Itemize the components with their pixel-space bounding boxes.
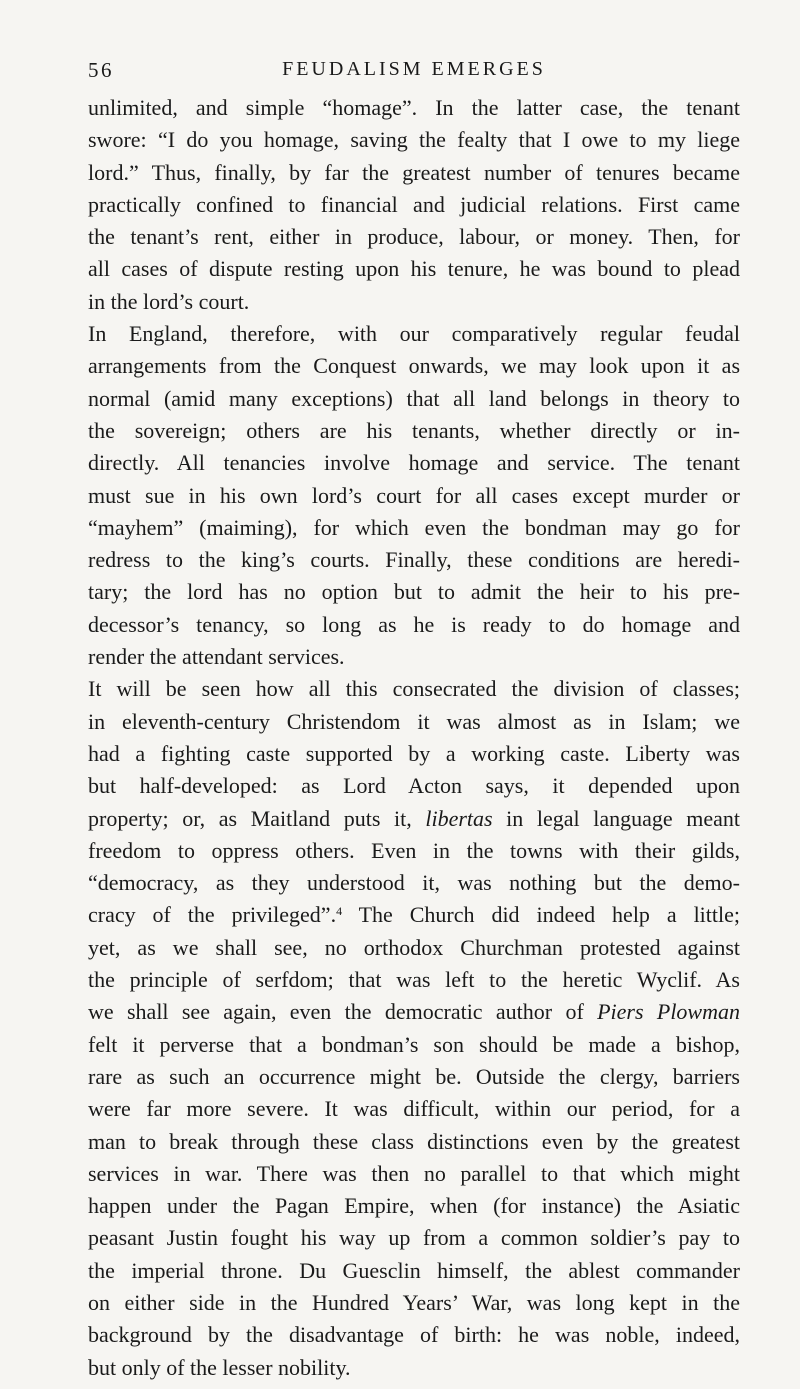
text-line: In England, therefore, with our comparatively regular feudal xyxy=(88,321,740,347)
text-segment: in legal language meant xyxy=(492,805,740,831)
text-line xyxy=(88,996,740,1028)
paragraph-1 xyxy=(88,92,740,318)
text-line: lord.” Thus, finally, by far the greatest number of tenures became xyxy=(88,159,740,185)
text-segment: we shall see again, even the democratic author of xyxy=(88,999,598,1025)
text-line: in the lord’s court. xyxy=(88,288,250,314)
text-line: background by the disadvantage of birth: he was noble, indeed, xyxy=(88,1322,740,1348)
text-line: the sovereign; others are his tenants, whether directly or in- xyxy=(88,417,740,443)
text-line: were far more severe. It was difficult, within our period, for a xyxy=(88,1096,740,1122)
page-number: 56 xyxy=(88,58,114,82)
text-line: all cases of dispute resting upon his tenure, he was bound to plead xyxy=(88,256,740,282)
running-title: FEUDALISM EMERGES xyxy=(282,58,546,80)
text-line: felt it perverse that a bondman’s son should be made a bishop, xyxy=(88,1031,740,1057)
text-line: but half-developed: as Lord Acton says, it depended upon xyxy=(88,773,740,799)
italic-term: libertas xyxy=(425,805,493,831)
text-line: the imperial throne. Du Guesclin himself, the ablest commander xyxy=(88,1257,740,1283)
italic-title: Piers Plowman xyxy=(597,999,740,1025)
text-segment: The Church did indeed help a little; xyxy=(342,902,740,928)
text-line: yet, as we shall see, no orthodox Churchman protested against xyxy=(88,934,740,960)
text-line: the principle of serfdom; that was left to the heretic Wyclif. As xyxy=(88,967,740,993)
text-line: the tenant’s rent, either in produce, labour, or money. Then, for xyxy=(88,224,740,250)
body-text xyxy=(88,92,740,1384)
paragraph-2 xyxy=(88,318,740,673)
text-line xyxy=(88,899,740,931)
text-line: but only of the lesser nobility. xyxy=(88,1354,351,1380)
text-line: unlimited, and simple “homage”. In the latter case, the tenant xyxy=(88,95,740,120)
text-line: swore: “I do you homage, saving the fealty that I owe to my liege xyxy=(88,127,740,153)
text-line: decessor’s tenancy, so long as he is ready to do homage and xyxy=(88,611,740,637)
text-line: render the attendant services. xyxy=(88,644,345,670)
text-line: must sue in his own lord’s court for all cases except murder or xyxy=(88,482,740,508)
text-line: on either side in the Hundred Years’ War, was long kept in the xyxy=(88,1289,740,1315)
text-line: in eleventh-century Christendom it was almost as in Islam; we xyxy=(88,708,740,734)
footnote-marker: 4 xyxy=(336,904,343,919)
text-line: tary; the lord has no option but to admit the heir to his pre- xyxy=(88,579,740,605)
text-line: “mayhem” (maiming), for which even the bondman may go for xyxy=(88,514,740,540)
text-line: It will be seen how all this consecrated the division of classes; xyxy=(88,676,740,702)
text-line: peasant Justin fought his way up from a common soldier’s pay to xyxy=(88,1225,740,1251)
text-line: normal (amid many exceptions) that all land belongs in theory to xyxy=(88,385,740,411)
text-segment: property; or, as Maitland puts it, xyxy=(88,805,426,831)
text-line: man to break through these class distinctions even by the greatest xyxy=(88,1128,740,1154)
running-head xyxy=(88,58,740,86)
text-line: happen under the Pagan Empire, when (for instance) the Asiatic xyxy=(88,1193,740,1219)
text-line xyxy=(88,803,740,835)
paragraph-3 xyxy=(88,673,740,1384)
text-line: practically confined to financial and judicial relations. First came xyxy=(88,191,740,217)
text-line: freedom to oppress others. Even in the towns with their gilds, xyxy=(88,837,740,863)
text-line: rare as such an occurrence might be. Outside the clergy, barriers xyxy=(88,1063,740,1089)
text-segment: cracy of the privileged”. xyxy=(88,902,337,928)
text-line: redress to the king’s courts. Finally, these conditions are heredi- xyxy=(88,547,740,573)
text-line: directly. All tenancies involve homage and service. The tenant xyxy=(88,450,740,476)
text-line: services in war. There was then no parallel to that which might xyxy=(88,1160,740,1186)
text-line: “democracy, as they understood it, was nothing but the demo- xyxy=(88,870,740,896)
text-line: had a fighting caste supported by a working caste. Liberty was xyxy=(88,740,740,766)
text-line: arrangements from the Conquest onwards, we may look upon it as xyxy=(88,353,740,379)
